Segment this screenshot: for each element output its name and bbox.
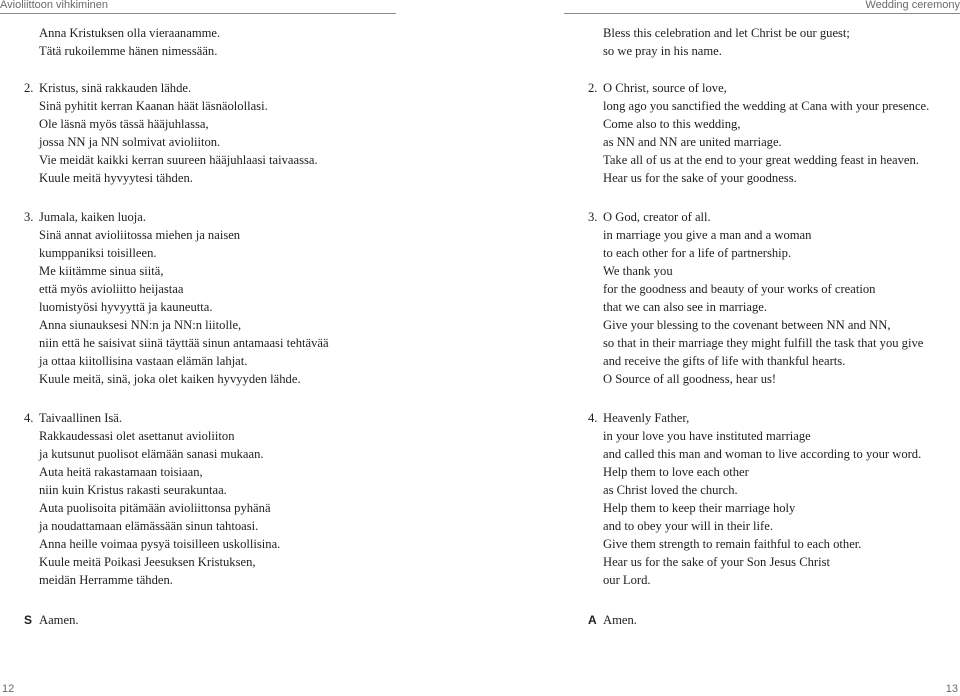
page-number-right: 13	[945, 683, 958, 695]
text-line: ja noudattamaan elämässään sinun tahtoasi.	[39, 519, 259, 533]
prayer-number: 4.	[588, 411, 598, 425]
speaker-label: S	[24, 613, 33, 627]
text-line: Bless this celebration and let Christ be our guest;	[603, 26, 850, 40]
text-line: Me kiitämme sinua siitä,	[39, 264, 164, 278]
text-line: Kuule meitä Poikasi Jeesuksen Kristuksen,	[39, 555, 256, 569]
text-line: Give them strength to remain faithful to each other.	[603, 537, 862, 551]
prayer-number: 4.	[24, 411, 34, 425]
prayer-first-line: O Christ, source of love,	[603, 81, 727, 95]
text-line: Auta heitä rakastamaan toisiaan,	[39, 465, 203, 479]
text-line: Give your blessing to the covenant between NN and NN,	[603, 318, 891, 332]
text-line: Take all of us at the end to your great wedding feast in heaven.	[603, 153, 919, 167]
running-head-left: Avioliittoon vihkiminen	[0, 0, 396, 14]
text-line: and called this man and woman to live according to your word.	[603, 447, 922, 461]
text-line: Vie meidät kaikki kerran suureen hääjuhlaasi taivaassa.	[39, 153, 318, 167]
text-line: and receive the gifts of life with thankful hearts.	[603, 354, 846, 368]
text-line: Anna Kristuksen olla vieraanamme.	[39, 26, 221, 40]
text-line: Come also to this wedding,	[603, 117, 741, 131]
text-line: Auta puolisoita pitämään avioliittonsa pyhänä	[39, 501, 271, 515]
text-line: so we pray in his name.	[603, 44, 722, 58]
text-line: as Christ loved the church.	[603, 483, 738, 497]
finnish-prayer-2	[24, 79, 318, 187]
text-line: our Lord.	[603, 573, 651, 587]
prayer-first-line: Jumala, kaiken luoja.	[39, 210, 147, 224]
speaker-label: A	[588, 613, 597, 627]
text-line: Help them to love each other	[603, 465, 749, 479]
text-line: luomistyösi hyvyyttä ja kauneutta.	[39, 300, 213, 314]
text-line: Anna siunauksesi NN:n ja NN:n liitolle,	[39, 318, 242, 332]
english-response	[588, 611, 637, 629]
response-text: Amen.	[603, 613, 637, 627]
text-line: Kuule meitä, sinä, joka olet kaiken hyvyyden lähde.	[39, 372, 301, 386]
text-line: Hear us for the sake of your Son Jesus Christ	[603, 555, 831, 569]
text-line: Sinä pyhitit kerran Kaanan häät läsnäolollasi.	[39, 99, 268, 113]
text-line: Help them to keep their marriage holy	[603, 501, 796, 515]
finnish-response	[24, 611, 79, 629]
text-line: että myös avioliitto heijastaa	[39, 282, 184, 296]
english-intro	[588, 24, 850, 60]
prayer-first-line: Taivaallinen Isä.	[39, 411, 123, 425]
prayer-number: 2.	[24, 81, 34, 95]
text-line: in your love you have instituted marriage	[603, 429, 811, 443]
prayer-first-line: Kristus, sinä rakkauden lähde.	[39, 81, 192, 95]
text-line: Sinä annat avioliitossa miehen ja naisen	[39, 228, 241, 242]
text-line: in marriage you give a man and a woman	[603, 228, 812, 242]
text-line: O Source of all goodness, hear us!	[603, 372, 777, 386]
text-line: for the goodness and beauty of your works of creation	[603, 282, 876, 296]
finnish-intro	[24, 24, 220, 60]
text-line: that we can also see in marriage.	[603, 300, 767, 314]
prayer-number: 2.	[588, 81, 598, 95]
text-line: ja kutsunut puolisot elämään sanasi mukaan.	[39, 447, 264, 461]
text-line: and to obey your will in their life.	[603, 519, 773, 533]
prayer-first-line: O God, creator of all.	[603, 210, 711, 224]
text-line: We thank you	[603, 264, 673, 278]
finnish-prayer-4	[24, 409, 280, 589]
english-prayer-4	[588, 409, 921, 589]
english-prayer-2	[588, 79, 929, 187]
text-line: so that in their marriage they might fulfill the task that you give	[603, 336, 924, 350]
prayer-first-line: Heavenly Father,	[603, 411, 690, 425]
text-line: niin kuin Kristus rakasti seurakuntaa.	[39, 483, 227, 497]
text-line: Tätä rukoilemme hänen nimessään.	[39, 44, 218, 58]
text-line: meidän Herramme tähden.	[39, 573, 173, 587]
text-line: Hear us for the sake of your goodness.	[603, 171, 797, 185]
finnish-prayer-3	[24, 208, 329, 388]
text-line: as NN and NN are united marriage.	[603, 135, 782, 149]
english-prayer-3	[588, 208, 923, 388]
text-line: Ole läsnä myös tässä hääjuhlassa,	[39, 117, 209, 131]
running-head-right: Wedding ceremony	[564, 0, 960, 14]
text-line: jossa NN ja NN solmivat avioliiton.	[39, 135, 221, 149]
prayer-number: 3.	[24, 210, 34, 224]
page-number-left: 12	[2, 683, 15, 695]
text-line: niin että he saisivat siinä täyttää sinun antamaasi tehtävää	[39, 336, 329, 350]
text-line: Kuule meitä hyvyytesi tähden.	[39, 171, 193, 185]
text-line: kumppaniksi toisilleen.	[39, 246, 157, 260]
text-line: Anna heille voimaa pysyä toisilleen uskollisina.	[39, 537, 281, 551]
text-line: long ago you sanctified the wedding at Cana with your presence.	[603, 99, 930, 113]
text-line: Rakkaudessasi olet asettanut avioliiton	[39, 429, 235, 443]
response-text: Aamen.	[39, 613, 79, 627]
text-line: to each other for a life of partnership.	[603, 246, 792, 260]
prayer-number: 3.	[588, 210, 598, 224]
text-line: ja ottaa kiitollisina vastaan elämän lahjat.	[39, 354, 248, 368]
